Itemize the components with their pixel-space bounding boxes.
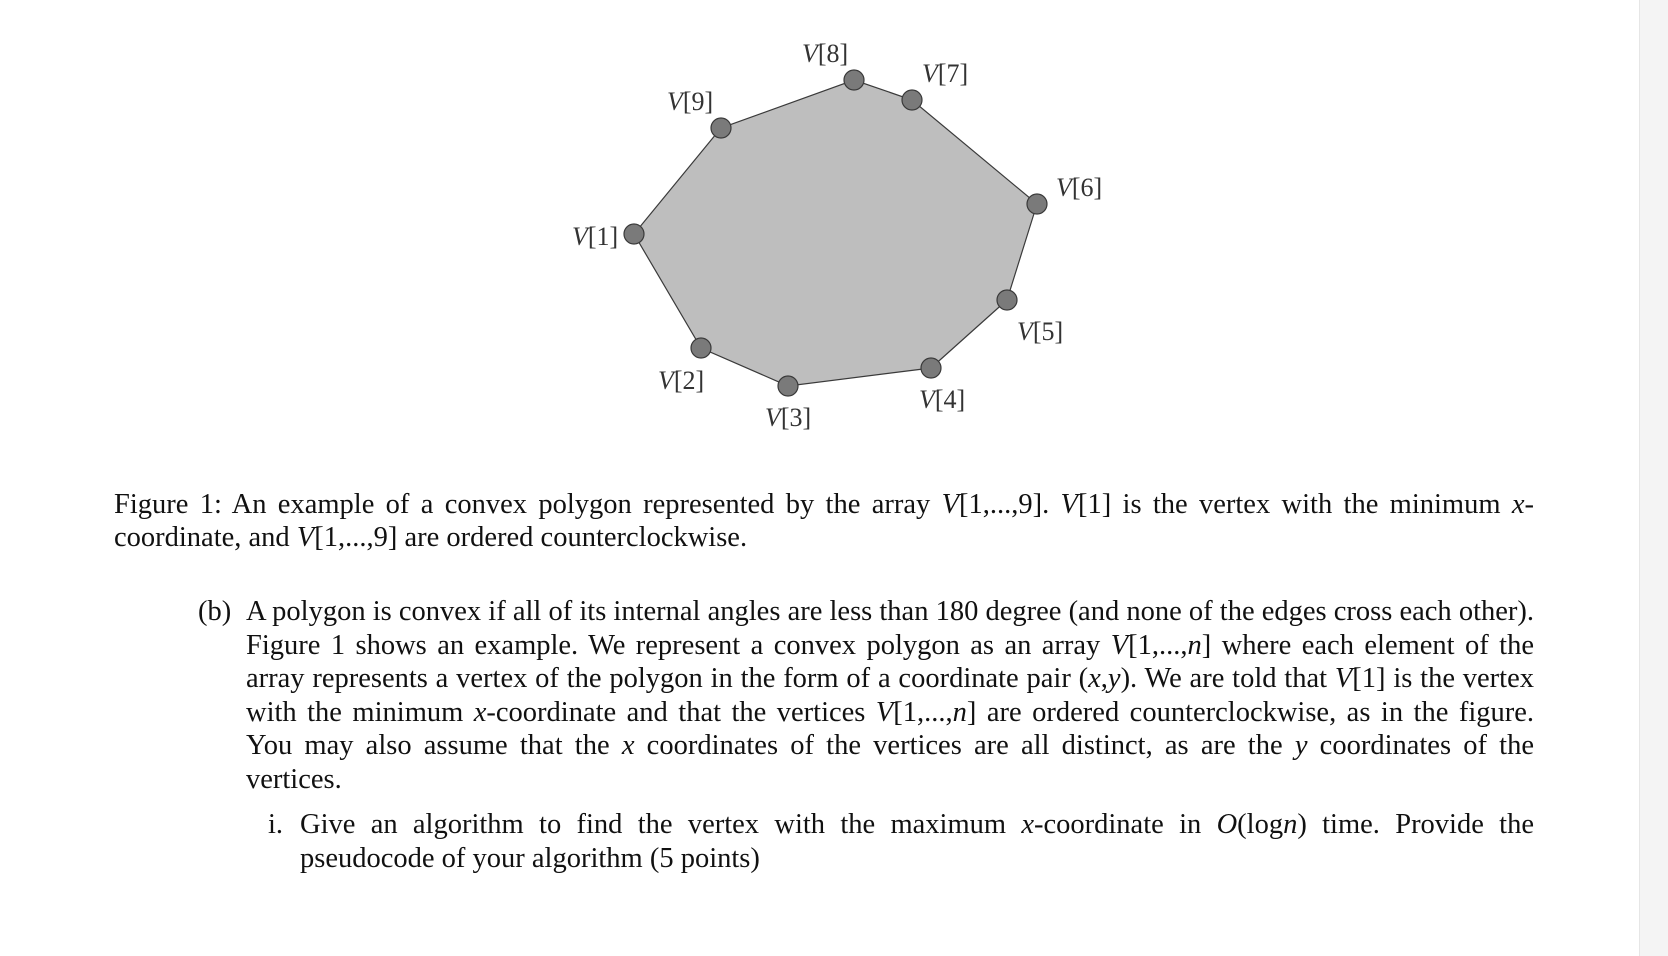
part-b-pair-x: x — [1088, 663, 1101, 694]
part-b-vertices-symbol: V — [875, 696, 894, 728]
part-b-vertex-index: [1] — [1352, 663, 1386, 694]
vertex-label-3: V[3] — [765, 403, 812, 432]
part-b-n-var-2: n — [952, 696, 967, 728]
part-b-vertex-symbol: V — [1334, 663, 1353, 694]
caption-array-symbol: V — [941, 489, 959, 520]
item-i-log-open: (log — [1237, 809, 1284, 840]
caption-range-2: [1,...,9] — [314, 522, 398, 553]
part-b-text-2: where each element of the array represents a vertex of the polygon in the form of a coordinate pair ( — [246, 629, 1534, 694]
item-i-x-var: x — [1021, 809, 1034, 840]
item-i-text-3: time. Provide the pseudocode of your algorithm (5 points) — [300, 809, 1535, 874]
part-b-y-var: y — [1294, 730, 1308, 761]
vertex-marker-5 — [997, 290, 1017, 310]
item-i-log-close: ) — [1297, 809, 1307, 840]
part-b-array-symbol: V — [1110, 629, 1129, 661]
part-b-text-3: ). We are told that — [1120, 663, 1335, 694]
vertex-marker-3 — [778, 376, 798, 396]
caption-range: [1,...,9]. — [958, 489, 1061, 520]
item-i-text-1: Give an algorithm to find the vertex with the maximum — [300, 809, 1022, 840]
vertex-marker-6 — [1027, 194, 1047, 214]
part-b-text-1: A polygon is convex if all of its internal angles are less than 180 degree (and none of the edges cross each other). Figure 1 shows an example. We represent a convex polygon as an array — [246, 596, 1534, 661]
part-b-text-8: coordinates of the vertices. — [246, 730, 1534, 795]
vertex-marker-4 — [921, 358, 941, 378]
convex-polygon-figure — [0, 0, 1668, 460]
figure-caption — [114, 488, 1534, 554]
part-b-text-5: -coordinate and that the vertices — [486, 696, 876, 728]
vertex-label-9: V[9] — [667, 87, 714, 116]
caption-mid2: -coordinate, and — [114, 489, 1534, 553]
item-i-big-o: O — [1216, 809, 1238, 840]
part-b-pair-y: y — [1107, 663, 1121, 694]
question-item-i — [268, 808, 1534, 875]
vertex-marker-1 — [624, 224, 644, 244]
caption-tail: are ordered counterclockwise. — [397, 522, 748, 553]
vertex-marker-9 — [711, 118, 731, 138]
part-b-marker: (b) — [198, 596, 232, 627]
caption-mid: is the vertex with the minimum — [1111, 489, 1512, 520]
part-b-text-4: is the vertex with the minimum — [246, 663, 1534, 728]
vertex-label-2: V[2] — [658, 366, 705, 395]
vertex-label-6: V[6] — [1056, 173, 1103, 202]
caption-vertex-index: [1] — [1077, 489, 1112, 520]
part-b-x-var-2: x — [621, 730, 635, 761]
caption-array-symbol-2: V — [296, 522, 315, 553]
vertex-label-4: V[4] — [919, 385, 966, 414]
part-b-range2-close: ] — [966, 696, 977, 728]
caption-vertex-symbol: V — [1060, 489, 1078, 520]
item-i-marker: i. — [268, 809, 284, 840]
vertex-marker-8 — [844, 70, 864, 90]
part-b-x-var: x — [473, 696, 487, 728]
vertex-label-1: V[1] — [572, 222, 619, 251]
item-i-text-2: -coordinate in — [1034, 809, 1217, 840]
vertex-marker-7 — [902, 90, 922, 110]
part-b-range2-open: [1,..., — [893, 696, 953, 728]
vertex-label-7: V[7] — [922, 59, 969, 88]
item-i-n-var: n — [1283, 809, 1298, 840]
part-b-text-7: coordinates of the vertices are all distinct, as are the — [634, 730, 1295, 761]
vertex-label-5: V[5] — [1017, 317, 1064, 346]
part-b-range-close: ] — [1201, 629, 1212, 661]
caption-x-var: x — [1511, 489, 1525, 520]
vertex-label-8: V[8] — [802, 39, 849, 68]
part-b-body — [246, 595, 1534, 796]
question-part-b — [198, 595, 1534, 796]
part-b-range-open: [1,..., — [1128, 629, 1188, 661]
part-b-text-6: are ordered counterclockwise, as in the figure. You may also assume that the — [246, 696, 1535, 761]
item-i-body — [300, 808, 1534, 875]
part-b-n-var: n — [1187, 629, 1202, 661]
part-b-pair-comma: , — [1100, 663, 1108, 694]
caption-lead: Figure 1: An example of a convex polygon represented by the array — [114, 489, 942, 520]
vertex-marker-2 — [691, 338, 711, 358]
